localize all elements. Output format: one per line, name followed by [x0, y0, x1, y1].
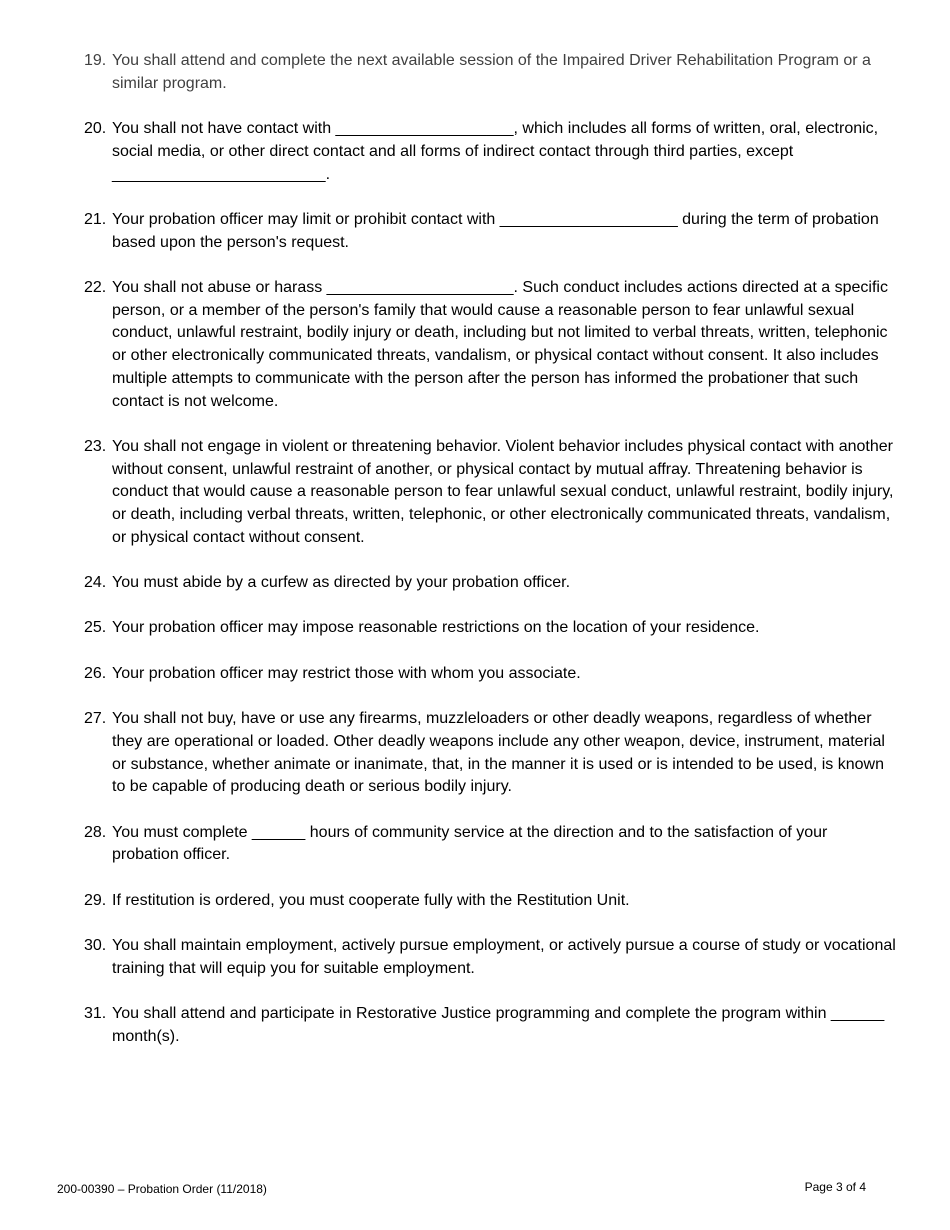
condition-text: You shall not buy, have or use any firearms, muzzleloaders or other deadly weapons, regardless of whether they are operational or loaded. Other deadly weapons include any other weapon, device, instrument, material or substance, whether animate or inanimate, that, in the manner it is used or is intended to be used, is known to be capable of producing death or serious bodily injury. [112, 710, 885, 796]
condition-text: You shall attend and participate in Restorative Justice programming and complete the program within ______ month(s). [112, 1005, 885, 1046]
condition-number: 24. [84, 574, 107, 592]
condition-29 [0, 890, 950, 913]
condition-number: 19. [84, 52, 107, 69]
condition-number: 25. [84, 619, 107, 637]
condition-number: 31. [84, 1005, 107, 1023]
condition-text: Your probation officer may restrict those with whom you associate. [112, 664, 581, 682]
condition-number: 30. [84, 937, 107, 955]
condition-text: If restitution is ordered, you must cooperate fully with the Restitution Unit. [112, 891, 630, 909]
condition-27 [0, 708, 950, 799]
condition-31 [0, 1003, 950, 1048]
condition-text: Your probation officer may limit or prohibit contact with ____________________ during the term of probation based upon the person's request. [112, 210, 879, 251]
condition-30 [0, 935, 950, 980]
condition-23 [0, 436, 950, 550]
condition-text: You shall not have contact with ____________________, which includes all forms of written, oral, electronic, social media, or other direct contact and all forms of indirect contact through third parties, except ________________________. [112, 120, 879, 183]
footer-page-number: Page 3 of 4 [804, 1180, 866, 1194]
condition-number: 21. [84, 210, 107, 228]
condition-24 [0, 572, 950, 595]
condition-number: 28. [84, 823, 107, 841]
condition-19 [0, 50, 950, 95]
condition-number: 26. [84, 664, 107, 682]
footer-form-id: 200-00390 – Probation Order (11/2018) [57, 1182, 267, 1196]
condition-21 [0, 209, 950, 254]
condition-number: 27. [84, 710, 107, 728]
condition-text: You shall maintain employment, actively pursue employment, or actively pursue a course of study or vocational training that will equip you for suitable employment. [112, 937, 896, 977]
condition-28 [0, 822, 950, 867]
condition-number: 29. [84, 891, 107, 909]
condition-text: You must complete ______ hours of community service at the direction and to the satisfaction of your probation officer. [112, 823, 828, 864]
condition-25 [0, 617, 950, 640]
condition-26 [0, 663, 950, 686]
probation-conditions-list [0, 50, 950, 1071]
condition-20 [0, 118, 950, 186]
condition-number: 22. [84, 278, 107, 296]
condition-22 [0, 277, 950, 413]
condition-text: You must abide by a curfew as directed by your probation officer. [112, 574, 571, 592]
condition-text: You shall attend and complete the next available session of the Impaired Driver Rehabilitation Program or a similar program. [112, 52, 871, 92]
condition-number: 20. [84, 120, 107, 138]
condition-number: 23. [84, 437, 107, 455]
condition-text: You shall not abuse or harass _____________________. Such conduct includes actions directed at a specific person, or a member of the person's family that would cause a reasonable person to fear unlawful sexual conduct, unlawful restraint, bodily injury or death, including but not limited to verbal threats, written, telephonic or other electronically communicated threats, vandalism, or physical contact without consent. It also includes multiple attempts to communicate with the person after the person has informed the probationer that such contact is not welcome. [112, 278, 888, 410]
condition-text: You shall not engage in violent or threatening behavior. Violent behavior includes physical contact with another without consent, unlawful restraint of another, or physical contact by mutual affray. Threatening behavior is conduct that would cause a reasonable person to fear unlawful sexual conduct, unlawful restraint, bodily injury, or death, including verbal threats, written, telephonic, or other electronically communicated threats, vandalism, or physical contact without consent. [112, 437, 894, 546]
condition-text: Your probation officer may impose reasonable restrictions on the location of your residence. [112, 619, 760, 637]
